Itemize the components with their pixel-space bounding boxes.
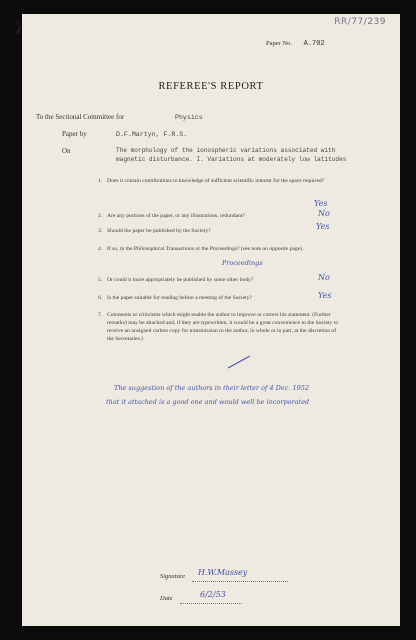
paper-by-label: Paper by (62, 130, 87, 138)
signature-value: H.W.Massey (198, 568, 248, 577)
comment-line-1: The suggestion of the authors in their letter of 4 Dec. 1952 (114, 384, 310, 392)
question-number: 7. (98, 312, 103, 318)
paper-number-value: A.702 (303, 40, 325, 48)
date-line (180, 603, 242, 604)
question-7 (98, 311, 344, 351)
question-text: Should the paper be published by the Society? (107, 228, 211, 234)
signature-label: Signature (160, 573, 186, 580)
answer-2: No (318, 209, 330, 218)
question-number: 5. (98, 277, 103, 283)
question-number: 6. (98, 295, 103, 301)
on-label: On (62, 147, 71, 155)
report-title: REFEREE'S REPORT (158, 81, 264, 92)
question-text: If so, in the Philosophical Transactions or the Proceedings? (see note on opposite page). (107, 246, 304, 252)
question-2 (98, 212, 328, 222)
answer-4: Proceedings (222, 259, 263, 267)
question-3 (98, 227, 328, 237)
question-5 (98, 276, 328, 286)
question-number: 1. (98, 178, 103, 184)
on-value-line2: magnetic disturbance. I. Variations at moderately low latitudes (116, 156, 347, 163)
question-number: 2. (98, 213, 103, 219)
question-4 (98, 245, 330, 263)
question-text: Are any portions of the paper, or any illustrations, redundant? (107, 213, 245, 219)
committee-value: Physics (175, 114, 203, 121)
paper-number (266, 40, 325, 48)
question-text: Comments or criticisms which might enable the author to improve or correct his statement. (Further remarks) may be attached and, if they are typewritten, it would be a great convenience to the Society to receive an unsigned carbon copy for transmission to the author, in whole or in part, at the discretion of the Secretaries.) (107, 312, 339, 342)
question-6 (98, 294, 328, 304)
question-text: Is the paper suitable for reading before a meeting of the Society? (107, 295, 252, 301)
date-value: 6/2/53 (200, 590, 226, 599)
handwritten-tick-icon (226, 354, 252, 370)
question-text: Does it contain contributions to knowledge of sufficient scientific interest for the space required? (107, 178, 325, 184)
answer-3: Yes (316, 222, 330, 231)
committee-label: To the Sectional Committee for (36, 113, 125, 121)
signature-line (192, 581, 288, 582)
answer-6: Yes (318, 291, 332, 300)
question-1 (98, 177, 328, 197)
pin-mark (16, 25, 22, 34)
question-number: 3. (98, 228, 103, 234)
on-value-line1: The morphology of the ionospheric variations associated with (116, 147, 336, 154)
question-number: 4. (98, 246, 103, 252)
referee-report-sheet (22, 14, 400, 626)
date-label: Date (160, 595, 173, 602)
answer-5: No (318, 273, 330, 282)
comment-line-2: that it attached is a good one and would well be incorporated (106, 398, 310, 406)
question-text: Or could it more appropriately be published by some other body? (107, 277, 254, 283)
paper-by-value: D.F.Martyn, F.R.S. (116, 131, 188, 138)
archive-reference: RR/77/239 (334, 17, 386, 27)
answer-1: Yes (314, 199, 328, 208)
paper-number-label: Paper No. (266, 40, 292, 47)
